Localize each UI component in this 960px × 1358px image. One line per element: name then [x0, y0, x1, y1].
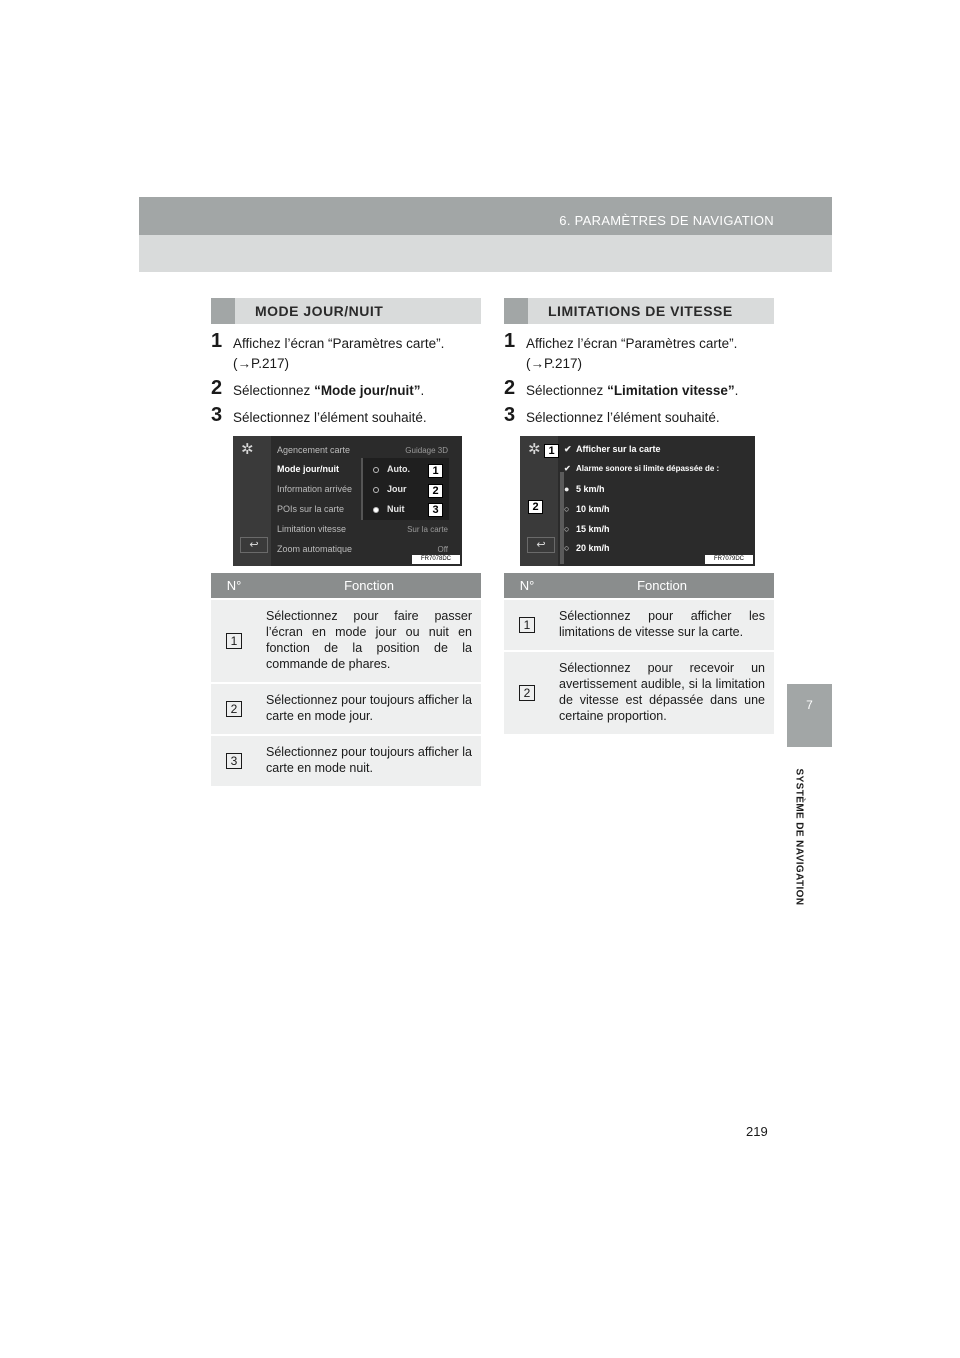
- step-number: 3: [504, 404, 516, 426]
- chapter-number: 7: [806, 698, 813, 712]
- chapter-side-label: [780, 750, 818, 925]
- screen-row: POIs sur la carte: [277, 504, 345, 514]
- chapter-side-text: SYSTÈME DE NAVIGATION: [793, 768, 805, 906]
- screen-row: Information arrivée: [277, 484, 353, 494]
- section-title: MODE JOUR/NUIT: [255, 303, 384, 319]
- screen-row-checked: ✔ Alarme sonore si limite dépassée de :: [564, 464, 720, 473]
- check-icon: ✔: [564, 444, 572, 454]
- callout-2: 2: [428, 484, 443, 498]
- row-number-cell: [504, 651, 550, 734]
- step-number: 2: [211, 377, 223, 399]
- step-number: 1: [504, 330, 516, 352]
- row-number-cell: [211, 599, 257, 683]
- section-mode-jour-nuit: [211, 298, 481, 786]
- screen-row-checked: ✔ Afficher sur la carte: [564, 444, 661, 454]
- row-number-cell: [211, 735, 257, 786]
- step-text: Affichez l’écran “Paramètres carte”.: [233, 336, 445, 351]
- screen-row-option: ● 5 km/h: [564, 484, 605, 494]
- number-box: 2: [519, 685, 535, 701]
- section-header: [211, 298, 481, 324]
- section-marker: [504, 298, 528, 324]
- number-box: 2: [226, 701, 242, 717]
- callout-1: 1: [544, 444, 559, 458]
- chapter-title: 6. PARAMÈTRES DE NAVIGATION: [559, 213, 774, 228]
- column-header: N°: [211, 573, 257, 599]
- screen-illustration: [233, 436, 462, 566]
- step-2: 2 Sélectionnez “Mode jour/nuit”.: [211, 377, 425, 399]
- chapter-tab: [787, 684, 832, 747]
- figure-code: FR7079DC: [705, 555, 753, 564]
- radio-icon: ○: [564, 504, 570, 514]
- table-row: [211, 683, 481, 735]
- callout-2: 2: [528, 500, 543, 514]
- number-box: 1: [226, 633, 242, 649]
- section-limitations-vitesse: [504, 298, 774, 734]
- step-2: 2 Sélectionnez “Limitation vitesse”.: [504, 377, 739, 399]
- table-row: [504, 599, 774, 651]
- page-reference: (→P.217): [526, 356, 583, 371]
- option-jour: Jour: [373, 484, 407, 494]
- section-title: LIMITATIONS DE VITESSE: [548, 303, 733, 319]
- section-marker: [211, 298, 235, 324]
- radio-icon: [373, 467, 379, 473]
- step-number: 1: [211, 330, 223, 352]
- back-icon: ↩: [527, 537, 555, 553]
- column-header: Fonction: [550, 573, 774, 599]
- step-1: [211, 330, 481, 374]
- menu-item-name: “Mode jour/nuit”: [314, 383, 421, 398]
- menu-item-name: “Limitation vitesse”: [607, 383, 735, 398]
- check-icon: ✔: [564, 464, 571, 473]
- table-header-row: [504, 573, 774, 599]
- screen-row: Limitation vitesse: [277, 524, 347, 534]
- row-text-cell: Sélectionnez pour faire passer l’écran en mode jour ou nuit en fonction de la position de la commande de phares.: [257, 599, 481, 683]
- radio-selected-icon: ●: [564, 484, 570, 494]
- number-box: 1: [519, 617, 535, 633]
- screen-row-option: ○ 20 km/h: [564, 543, 610, 553]
- screen-row-selected: Mode jour/nuit: [277, 464, 339, 474]
- table-row: [211, 735, 481, 786]
- settings-gear-icon: ✲: [241, 441, 254, 458]
- step-number: 2: [504, 377, 516, 399]
- figure-code: FR7078DC: [412, 555, 460, 564]
- screen-row: Agencement carte: [277, 445, 351, 455]
- screen-row-option: ○ 15 km/h: [564, 524, 610, 534]
- row-number-cell: [504, 599, 550, 651]
- row-number-cell: [211, 683, 257, 735]
- step-3: 3 Sélectionnez l’élément souhaité.: [211, 404, 427, 426]
- radio-selected-icon: [373, 507, 379, 513]
- settings-gear-icon: ✲: [528, 441, 541, 458]
- row-text-cell: Sélectionnez pour recevoir un avertissement audible, si la limitation de vitesse est dépassée dans une certaine proportion.: [550, 651, 774, 734]
- number-box: 3: [226, 753, 242, 769]
- column-header: Fonction: [257, 573, 481, 599]
- radio-icon: [373, 487, 379, 493]
- callout-3: 3: [428, 503, 443, 517]
- radio-icon: ○: [564, 543, 570, 553]
- page-reference: (→P.217): [233, 356, 290, 371]
- column-header: N°: [504, 573, 550, 599]
- section-header: [504, 298, 774, 324]
- option-auto: Auto.: [373, 464, 410, 474]
- screen-row: Zoom automatique: [277, 544, 353, 554]
- screen-value: Off: [437, 545, 448, 554]
- screen-illustration: [520, 436, 755, 566]
- radio-icon: ○: [564, 524, 570, 534]
- header-band: [139, 235, 832, 272]
- step-3: 3 Sélectionnez l’élément souhaité.: [504, 404, 720, 426]
- function-table: [504, 573, 774, 734]
- step-text: Affichez l’écran “Paramètres carte”.: [526, 336, 738, 351]
- row-text-cell: Sélectionnez pour toujours afficher la carte en mode jour.: [257, 683, 481, 735]
- chapter-header: [139, 197, 832, 235]
- page-number: 219: [746, 1124, 768, 1139]
- screen-sidebar: [233, 436, 271, 566]
- step-1: [504, 330, 774, 374]
- step-number: 3: [211, 404, 223, 426]
- option-nuit: Nuit: [373, 504, 405, 514]
- table-header-row: [211, 573, 481, 599]
- function-table: [211, 573, 481, 786]
- table-row: [504, 651, 774, 734]
- back-icon: ↩: [240, 537, 268, 553]
- callout-1: 1: [428, 464, 443, 478]
- screen-row-option: ○ 10 km/h: [564, 504, 610, 514]
- table-row: [211, 599, 481, 683]
- screen-value: Guidage 3D: [405, 446, 448, 455]
- row-text-cell: Sélectionnez pour toujours afficher la carte en mode nuit.: [257, 735, 481, 786]
- screen-value: Sur la carte: [407, 525, 448, 534]
- row-text-cell: Sélectionnez pour afficher les limitations de vitesse sur la carte.: [550, 599, 774, 651]
